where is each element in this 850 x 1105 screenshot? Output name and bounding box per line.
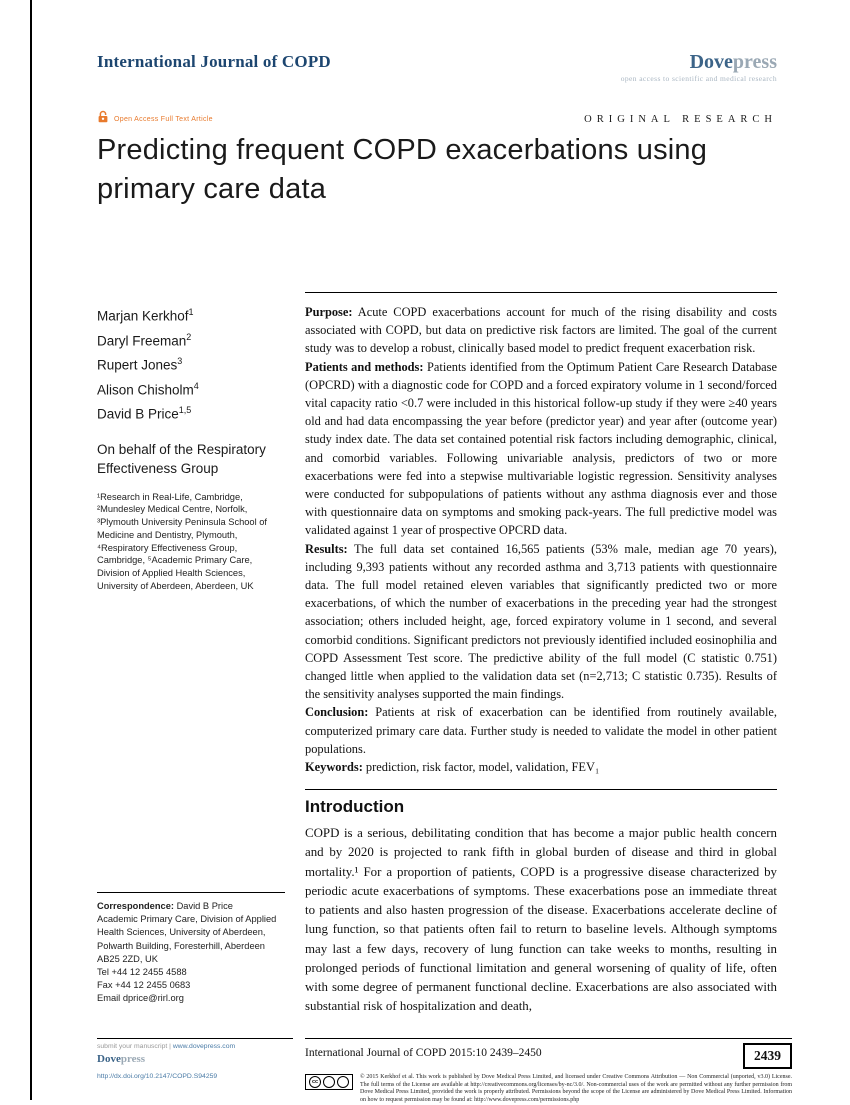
- citation-row: [305, 1038, 792, 1069]
- license-text: © 2015 Kerkhof et al. This work is published by Dove Medical Press Limited, and licensed under Creative Commons Attribution — Non Commercial (unported, v3.0) License. The full terms of the License are available at http://creativecommons.org/licenses/by-nc/3.0/. Non-commercial uses of the work are permitted without any further permission from Dove Medical Press Limited, provided the work is properly attributed. Permissions beyond the scope of the License are administered by Dove Medical Press Limited. Information on how to request permission may be found at: http://www.dovepress.com/permissions.php: [360, 1074, 792, 1104]
- cc-icon: cc: [309, 1076, 321, 1088]
- journal-citation: International Journal of COPD 2015:10 2439–2450: [305, 1047, 542, 1059]
- author-name-text: Daryl Freeman: [97, 333, 187, 348]
- author-name-text: David B Price: [97, 406, 179, 422]
- introduction-paragraph: COPD is a serious, debilitating condition that has become a major public health concern and by 2020 is projected to rank fifth in global burden of disease and third in global mortality.¹ For a proportion of patients, COPD is a progressive disease characterized by periodic acute exacerbations of symptoms. These exacerbations pose an immediate threat to patients and also hasten progression of the disease. Exacerbations accelerate decline of lung function, so that patients often fail to return to baseline levels. Although symptoms may last a few days, recovery of lung function can take weeks to months, resulting in prolonged periods of functional limitation and general worsening of quality of life, often with some degree of permanent functional decline. Exacerbations are also associated with substantial risk of hospitalization and death,: [305, 826, 777, 1014]
- footer-press: press: [120, 1053, 146, 1065]
- abstract-conclusion-label: Conclusion:: [305, 705, 369, 720]
- on-behalf-note: On behalf of the Respiratory Effectiveness Group: [97, 441, 266, 476]
- footer-dove: Dove: [97, 1053, 121, 1065]
- author-affiliation-sup: 1: [188, 307, 194, 317]
- article-body: [97, 292, 777, 1038]
- left-column: [97, 292, 293, 1038]
- correspondence-line: [97, 900, 285, 913]
- abstract-methods-label: Patients and methods:: [305, 359, 424, 374]
- cc-by-icon: [323, 1076, 335, 1088]
- dovepress-url-link[interactable]: www.dovepress.com: [172, 1043, 236, 1050]
- abstract-purpose-text: Acute COPD exacerbations account for much of the rising disability and costs associated with COPD, but data on predictive risk factors are limited. The goal of the current study was to develop a robust, clinically based model to predict frequent exacerbation risk.: [305, 305, 777, 356]
- cc-nc-icon: [337, 1076, 349, 1088]
- dovepress-press: press: [732, 51, 777, 73]
- correspondence-tel: Tel +44 12 2455 4588: [97, 967, 187, 978]
- introduction-heading: Introduction: [305, 797, 405, 817]
- publisher-tagline: open access to scientific and medical research: [620, 74, 777, 83]
- abstract-keywords-label: Keywords:: [305, 760, 363, 775]
- dovepress-dove: Dove: [689, 51, 733, 73]
- correspondence-block: [97, 892, 285, 1006]
- abstract-methods: [305, 358, 777, 540]
- article-type-label: ORIGINAL RESEARCH: [584, 113, 777, 125]
- open-access-label: Open Access Full Text Article: [114, 115, 213, 123]
- author-name-text: Alison Chisholm: [97, 382, 194, 397]
- author-name-text: Marjan Kerkhof: [97, 308, 189, 324]
- author-affiliation-sup: 4: [193, 380, 199, 391]
- dovepress-wordmark: [621, 52, 777, 72]
- cc-license-icon: [305, 1074, 353, 1090]
- author-affiliation-sup: 2: [186, 331, 192, 342]
- author-affiliation-sup: 1,5: [178, 405, 192, 415]
- abstract-conclusion: [305, 703, 777, 758]
- right-column: [305, 292, 777, 1038]
- abstract-results: [305, 540, 777, 704]
- article-title: Predicting frequent COPD exacerbations using primary care data: [97, 134, 708, 205]
- correspondence-email[interactable]: Email dprice@rirl.org: [97, 993, 184, 1004]
- correspondence-address: Academic Primary Care, Division of Applied Health Sciences, University of Aberdeen, Polwarth Building, Foresterhill, Aberdeen AB25 2ZD, UK: [97, 914, 277, 964]
- author-name: [97, 327, 293, 352]
- page-edge-rule: [30, 0, 32, 1100]
- open-access-icon: [97, 110, 109, 128]
- abstract-keywords: [305, 758, 777, 776]
- author-affiliation-sup: 3: [177, 356, 183, 366]
- abstract-results-text: The full data set contained 16,565 patients (53% male, median age 70 years), including 9,393 patients without any recorded asthma and 3,713 patients with questionnaire data. The full model retained eleven variables that significantly predicted two or more exacerbations, of which the number of exacerbations in the preceding year had the strongest association; others included height, age, forced expiratory volume in 1 second, and several comorbid conditions. Significant predictors not previously identified included eosinophilia and COPD Assessment Test score. The predictive ability of the full model (C statistic 0.751) changed little when applied to the validation data set (n=2,713; C statistic 0.735). Results of the sensitivity analyses supported the main findings.: [305, 541, 777, 702]
- correspondence-name: David B Price: [173, 901, 233, 911]
- open-access-link[interactable]: [97, 110, 213, 128]
- abstract-methods-text: Patients identified from the Optimum Patient Care Research Database (OPCRD) with a diagnostic code for COPD and a forced expiratory volume in 1 second/forced vital capacity ratio <0.7 were included in this historical follow-up study if they were ≥40 years old and had data encompassing the year before (predictor year) and year after (outcome year) study index date. The data set contained potential risk factors including demographic, clinical, and comorbid variables. Following univariable analysis, predictors of two or more exacerbations were fed into a stepwise multivariable logistic regression. Sensitivity analyses were conducted for subpopulations of patients without any asthma diagnosis ever and those with questionnaire data on symptoms and smoking pack-years. The full predictive model was validated against 1 year of prospective OPCRD data.: [305, 359, 777, 538]
- submit-note: submit your manuscript |: [97, 1043, 173, 1050]
- author-name: [97, 376, 293, 401]
- footer-dovepress-logo[interactable]: [97, 1053, 293, 1065]
- doi-link[interactable]: http://dx.doi.org/10.2147/COPD.S94259: [97, 1073, 218, 1080]
- dovepress-logo[interactable]: [621, 52, 777, 83]
- abstract-conclusion-text: Patients at risk of exacerbation can be identified from routinely available, computerized primary care data. Further study is needed to validate the model in other patient populations.: [305, 705, 777, 756]
- author-name: [97, 302, 293, 327]
- license-row: [305, 1074, 792, 1105]
- abstract-purpose: [305, 303, 777, 358]
- author-list: [97, 302, 293, 425]
- author-name: [97, 351, 293, 376]
- correspondence-fax: Fax +44 12 2455 0683: [97, 980, 191, 991]
- article-meta-row: [97, 110, 777, 128]
- abstract-results-label: Results:: [305, 541, 348, 556]
- introduction-section: [305, 789, 777, 1016]
- page: [97, 0, 792, 1104]
- page-header: [97, 52, 777, 83]
- abstract-keywords-text: prediction, risk factor, model, validation, FEV₁: [362, 760, 600, 775]
- author-name: [97, 400, 293, 425]
- footer-right: [305, 1038, 792, 1105]
- submit-manuscript-line: [97, 1043, 293, 1050]
- footer-left: [97, 1038, 293, 1080]
- abstract-purpose-label: Purpose:: [305, 305, 353, 319]
- abstract: [305, 303, 777, 776]
- journal-name: International Journal of COPD: [97, 52, 331, 71]
- affiliations: ¹Research in Real-Life, Cambridge, ²Mundesley Medical Centre, Norfolk, ³Plymouth University Peninsula School of Medicine and Dentistry, Plymouth, ⁴Respiratory Effectiveness Group, Cambridge, ⁵Academic Primary Care, Division of Applied Health Sciences, University of Aberdeen, Aberdeen, UK: [97, 491, 268, 592]
- correspondence-label: Correspondence:: [97, 901, 174, 911]
- page-number-badge: 2439: [743, 1043, 792, 1069]
- author-name-text: Rupert Jones: [97, 357, 178, 373]
